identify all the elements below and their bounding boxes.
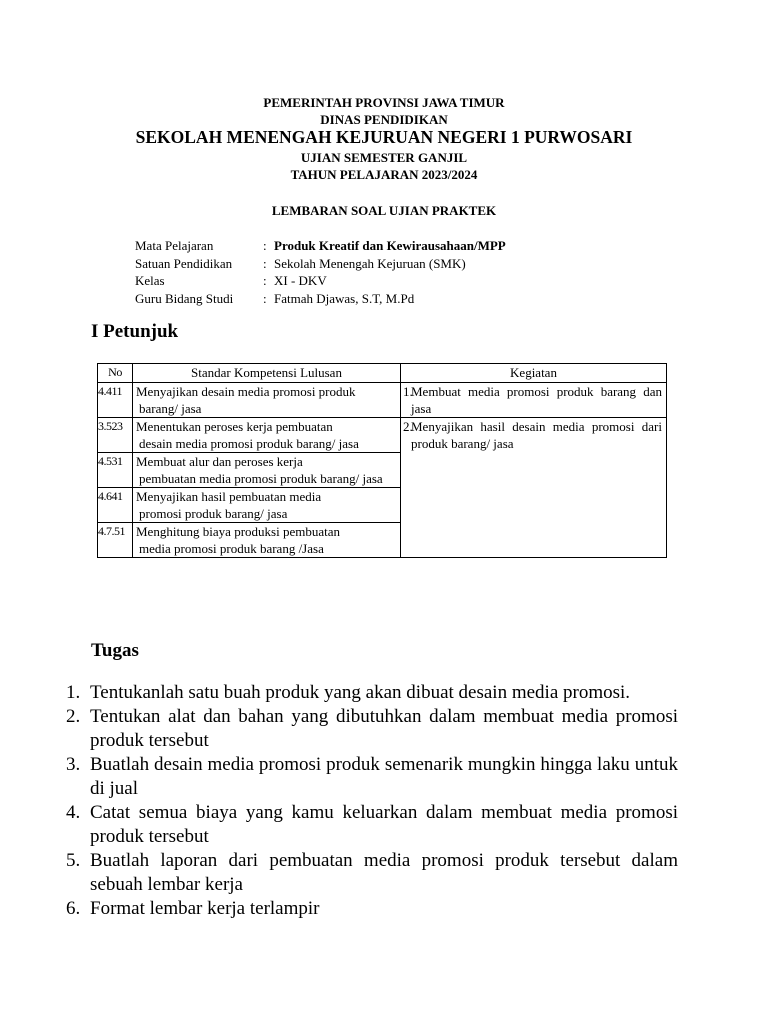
header-agency: DINAS PENDIDIKAN [320,112,448,127]
skl-text-cont: desain media promosi produk barang/ jasa [139,436,359,451]
task-text: Format lembar kerja terlampir [90,898,320,919]
identity-block [135,237,506,307]
table-cell-no: 4.641 [98,488,133,523]
identity-value: Produk Kreatif dan Kewirausahaan/MPP [274,238,506,253]
list-item [66,681,678,705]
identity-row-class [135,272,506,290]
task-number: 6. [66,898,81,919]
skl-text-cont: media promosi produk barang /Jasa [139,541,324,556]
task-number: 4. [66,802,81,823]
task-number: 1. [66,682,81,703]
skl-text: Menentukan peroses kerja pembuatan [136,419,333,434]
header-province: PEMERINTAH PROVINSI JAWA TIMUR [263,95,505,110]
table-cell-skl [133,453,401,488]
task-text: Tentukan alat dan bahan yang dibutuhkan dalam membuat media promosi produk tersebut [90,706,678,751]
header-exam: UJIAN SEMESTER GANJIL [300,150,468,165]
table-row [98,418,667,453]
task-number: 2. [66,706,81,727]
table-cell-skl [133,488,401,523]
task-text: Tentukanlah satu buah produk yang akan dibuat desain media promosi. [90,682,631,703]
task-number: 5. [66,850,81,871]
identity-colon: : [263,290,267,306]
table-cell-kegiatan [401,418,667,558]
table-cell-skl [133,418,401,453]
table-cell-kegiatan [401,383,667,418]
table-header-skl: Standar Kompetensi Lulusan [133,364,401,383]
skl-text: Membuat alur dan peroses kerja [136,454,303,469]
task-text: Catat semua biaya yang kamu keluarkan dalam membuat media promosi produk tersebut [90,802,678,847]
identity-value: Sekolah Menengah Kejuruan (SMK) [274,255,466,271]
identity-label: Satuan Pendidikan [135,255,233,271]
list-item [66,801,678,849]
list-item [66,705,678,753]
kegiatan-text: Membuat media promosi produk barang dan jasa [411,384,662,416]
kegiatan-number: 1. [403,384,413,399]
identity-colon: : [263,273,267,288]
table-cell-no: 3.523 [98,418,133,453]
task-list [66,681,678,921]
identity-label: Mata Pelajaran [135,238,214,253]
section-heading-petunjuk: I Petunjuk [91,321,179,342]
document-title: LEMBARAN SOAL UJIAN PRAKTEK [271,203,497,218]
identity-row-subject [135,237,506,255]
section-heading-tugas: Tugas [91,640,139,661]
kegiatan-number: 2. [403,419,413,434]
list-item [66,897,678,921]
table-cell-skl [133,523,401,558]
task-text: Buatlah laporan dari pembuatan media promosi produk tersebut dalam sebuah lembar kerja [90,850,678,895]
header-school: SEKOLAH MENENGAH KEJURUAN NEGERI 1 PURWOSARI [135,127,633,147]
table-header-no: No [98,364,133,383]
skl-text: Menghitung biaya produksi pembuatan [136,524,340,539]
list-item [66,849,678,897]
kegiatan-text: Menyajikan hasil desain media promosi dari produk barang/ jasa [411,419,662,451]
list-item [66,753,678,801]
skl-text: Menyajikan desain media promosi produk [136,384,356,399]
kegiatan-item [403,383,662,417]
identity-row-teacher [135,290,506,308]
table-cell-no: 4.411 [98,383,133,418]
competency-table [97,363,667,558]
kegiatan-item [403,418,662,452]
identity-value: XI - DKV [274,273,327,288]
identity-row-unit [135,255,506,273]
table-header-kegiatan: Kegiatan [401,364,667,383]
task-number: 3. [66,754,81,775]
skl-text-cont: promosi produk barang/ jasa [139,506,288,521]
table-cell-no: 4.531 [98,453,133,488]
skl-text-cont: pembuatan media promosi produk barang/ jasa [139,471,383,486]
table-cell-skl [133,383,401,418]
skl-text: Menyajikan hasil pembuatan media [136,489,322,504]
table-header-row [98,364,667,383]
task-text: Buatlah desain media promosi produk semenarik mungkin hingga laku untuk di jual [90,754,678,799]
identity-colon: : [263,255,267,271]
identity-colon: : [263,238,267,253]
header-year: TAHUN PELAJARAN 2023/2024 [290,167,478,182]
identity-label: Guru Bidang Studi [135,290,234,306]
table-cell-no: 4.7.51 [98,523,133,558]
identity-label: Kelas [135,273,165,288]
identity-value: Fatmah Djawas, S.T, M.Pd [274,290,415,306]
table-row [98,383,667,418]
skl-text-cont: barang/ jasa [139,401,202,416]
